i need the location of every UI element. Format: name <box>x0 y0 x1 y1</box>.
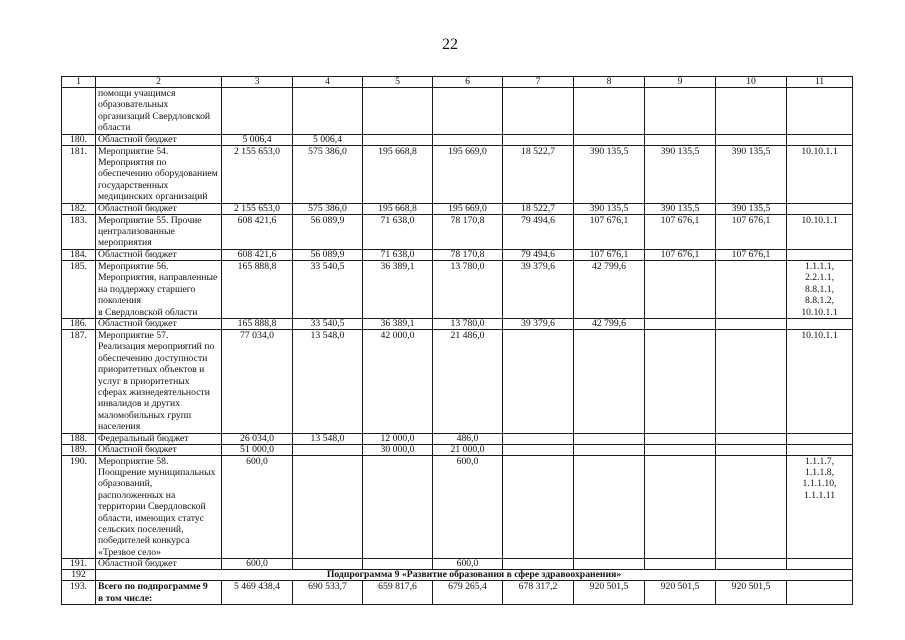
table-row <box>62 318 853 329</box>
target-code-line: 1.1.1.1, <box>804 260 835 272</box>
item-name-line: обеспечению доступности <box>98 352 208 364</box>
amount-cell: 390 135,5 <box>645 203 716 214</box>
item-name-line: на поддержку старшего <box>98 283 196 295</box>
amount-cell <box>503 455 574 559</box>
item-name-line: Мероприятие 58. <box>98 455 169 467</box>
row-number-cell: 182. <box>62 203 96 214</box>
item-name-cell <box>96 559 222 570</box>
amount-cell <box>503 433 574 444</box>
target-codes-cell <box>787 559 853 570</box>
item-name-line: инвалидов и других <box>98 398 181 410</box>
item-name-line: помощи учащимся <box>98 88 176 99</box>
amount-cell <box>574 88 645 135</box>
row-number-cell: 181. <box>62 145 96 203</box>
table-row <box>62 433 853 444</box>
target-codes-cell <box>787 203 853 214</box>
amount-cell: 26 034,0 <box>222 433 293 444</box>
item-name-line: Мероприятие 56. <box>98 260 169 272</box>
item-name-line: Областной бюджет <box>98 248 177 260</box>
amount-cell <box>503 329 574 433</box>
row-number-cell: 190. <box>62 455 96 559</box>
item-name-line: в том числе: <box>98 592 153 604</box>
subprogram-heading-title: Подпрограмма 9 «Развитие образования в сфере здравоохранения» <box>96 570 853 581</box>
amount-cell <box>574 134 645 145</box>
target-code-line: 10.10.1.1 <box>801 306 838 318</box>
amount-cell <box>716 318 787 329</box>
amount-cell: 195 668,8 <box>363 145 433 203</box>
amount-cell: 77 034,0 <box>222 329 293 433</box>
amount-cell: 107 676,1 <box>645 214 716 249</box>
item-name-line: области <box>98 122 131 134</box>
target-code-line: 10.10.1.1 <box>801 329 838 341</box>
amount-cell <box>716 444 787 455</box>
amount-cell <box>716 433 787 444</box>
amount-cell: 36 389,1 <box>363 318 433 329</box>
row-number-cell: 186. <box>62 318 96 329</box>
amount-cell <box>363 134 433 145</box>
item-name-line: поколения <box>98 295 141 307</box>
amount-cell <box>716 260 787 318</box>
row-number-cell: 184. <box>62 249 96 260</box>
amount-cell <box>574 329 645 433</box>
column-number-cell: 3 <box>222 77 293 88</box>
item-name-line: приоритетных объектов и <box>98 364 205 376</box>
item-name-line: Областной бюджет <box>98 558 177 570</box>
amount-cell: 71 638,0 <box>363 249 433 260</box>
item-name-cell <box>96 329 222 433</box>
target-codes-cell <box>787 318 853 329</box>
amount-cell: 30 000,0 <box>363 444 433 455</box>
column-number-cell: 7 <box>503 77 574 88</box>
amount-cell: 107 676,1 <box>716 249 787 260</box>
amount-cell: 71 638,0 <box>363 214 433 249</box>
amount-cell: 56 089,9 <box>293 214 363 249</box>
column-number-cell: 6 <box>433 77 503 88</box>
amount-cell: 690 533,7 <box>293 581 363 605</box>
item-name-line: маломобильных групп <box>98 409 192 421</box>
amount-cell: 107 676,1 <box>574 249 645 260</box>
amount-cell: 18 522,7 <box>503 203 574 214</box>
row-number-cell: 183. <box>62 214 96 249</box>
table-row <box>62 260 853 318</box>
item-name-line: мероприятия <box>98 237 152 249</box>
amount-cell <box>574 455 645 559</box>
amount-cell: 5 469 438,4 <box>222 581 293 605</box>
row-number-cell: 187. <box>62 329 96 433</box>
amount-cell: 575 386,0 <box>293 203 363 214</box>
amount-cell: 5 006,4 <box>222 134 293 145</box>
row-number-cell: 189. <box>62 444 96 455</box>
amount-cell: 679 265,4 <box>433 581 503 605</box>
amount-cell: 600,0 <box>433 455 503 559</box>
amount-cell <box>645 134 716 145</box>
target-codes-cell <box>787 214 853 249</box>
target-codes-cell <box>787 134 853 145</box>
item-name-line: сферах жизнедеятельности <box>98 386 210 398</box>
subprogram-total-row <box>62 581 853 605</box>
amount-cell <box>503 559 574 570</box>
amount-cell <box>716 329 787 433</box>
amount-cell <box>503 444 574 455</box>
amount-cell: 659 817,6 <box>363 581 433 605</box>
amount-cell <box>293 88 363 135</box>
target-codes-cell <box>787 88 853 135</box>
item-name-cell <box>96 260 222 318</box>
table-row <box>62 88 853 135</box>
amount-cell <box>363 559 433 570</box>
amount-cell: 42 799,6 <box>574 318 645 329</box>
target-codes-cell <box>787 581 853 605</box>
table-row <box>62 203 853 214</box>
item-name-line: организаций Свердловской <box>98 110 211 122</box>
item-name-line: Мероприятия, направленные <box>98 272 218 284</box>
target-code-line: 8.8.1.1, <box>804 283 835 295</box>
column-number-cell: 11 <box>787 77 853 88</box>
amount-cell: 13 548,0 <box>293 433 363 444</box>
table-row <box>62 559 853 570</box>
amount-cell <box>222 88 293 135</box>
item-name-line: области, имеющих статус <box>98 512 204 524</box>
table-row <box>62 455 853 559</box>
amount-cell <box>645 260 716 318</box>
item-name-cell <box>96 581 222 605</box>
budget-table <box>61 76 853 605</box>
amount-cell: 107 676,1 <box>574 214 645 249</box>
target-code-line: 1.1.1.7, <box>804 455 835 467</box>
item-name-line: Всего по подпрограмме 9 <box>98 581 208 593</box>
amount-cell: 678 317,2 <box>503 581 574 605</box>
amount-cell: 56 089,9 <box>293 249 363 260</box>
target-codes-cell <box>787 433 853 444</box>
amount-cell <box>363 88 433 135</box>
column-number-cell: 4 <box>293 77 363 88</box>
item-name-line: расположенных на <box>98 489 176 501</box>
item-name-cell <box>96 134 222 145</box>
item-name-cell <box>96 214 222 249</box>
table-row <box>62 134 853 145</box>
amount-cell <box>645 329 716 433</box>
amount-cell <box>293 455 363 559</box>
table-row <box>62 249 853 260</box>
amount-cell: 608 421,6 <box>222 214 293 249</box>
amount-cell <box>574 433 645 444</box>
row-number-cell: 185. <box>62 260 96 318</box>
item-name-line: победителей конкурса <box>98 535 190 547</box>
amount-cell: 51 000,0 <box>222 444 293 455</box>
item-name-cell <box>96 203 222 214</box>
amount-cell <box>293 444 363 455</box>
page-number: 22 <box>442 36 458 53</box>
amount-cell <box>716 88 787 135</box>
amount-cell: 42 000,0 <box>363 329 433 433</box>
amount-cell <box>574 444 645 455</box>
column-number-cell: 5 <box>363 77 433 88</box>
amount-cell: 608 421,6 <box>222 249 293 260</box>
target-codes-cell <box>787 145 853 203</box>
item-name-line: Мероприятия по <box>98 157 167 169</box>
item-name-line: в Свердловской области <box>98 306 198 318</box>
row-number-cell: 192 <box>62 570 96 581</box>
amount-cell: 36 389,1 <box>363 260 433 318</box>
subprogram-heading-row <box>62 570 853 581</box>
amount-cell: 13 548,0 <box>293 329 363 433</box>
amount-cell <box>645 318 716 329</box>
amount-cell: 195 669,0 <box>433 203 503 214</box>
target-code-line: 1.1.1.8, <box>804 466 835 478</box>
item-name-line: Мероприятие 55. Прочие <box>98 214 202 226</box>
amount-cell <box>574 559 645 570</box>
item-name-line: образовательных <box>98 99 169 111</box>
amount-cell: 165 888,8 <box>222 260 293 318</box>
column-number-cell: 10 <box>716 77 787 88</box>
amount-cell <box>716 455 787 559</box>
item-name-cell <box>96 455 222 559</box>
amount-cell: 390 135,5 <box>574 145 645 203</box>
amount-cell: 78 170,8 <box>433 214 503 249</box>
amount-cell: 107 676,1 <box>645 249 716 260</box>
item-name-line: Областной бюджет <box>98 443 177 455</box>
amount-cell: 600,0 <box>433 559 503 570</box>
table-body <box>62 88 853 605</box>
amount-cell: 33 540,5 <box>293 318 363 329</box>
table-row <box>62 145 853 203</box>
amount-cell: 195 668,8 <box>363 203 433 214</box>
column-number-cell: 9 <box>645 77 716 88</box>
amount-cell <box>433 134 503 145</box>
item-name-line: Областной бюджет <box>98 202 177 214</box>
target-code-line: 8.8.1.2, <box>804 295 835 307</box>
amount-cell <box>433 88 503 135</box>
item-name-line: Федеральный бюджет <box>98 432 189 444</box>
item-name-line: обеспечению оборудованием <box>98 168 218 180</box>
amount-cell: 600,0 <box>222 559 293 570</box>
item-name-cell <box>96 249 222 260</box>
amount-cell: 390 135,5 <box>716 145 787 203</box>
amount-cell <box>645 559 716 570</box>
item-name-cell <box>96 145 222 203</box>
target-codes-cell <box>787 260 853 318</box>
amount-cell: 2 155 653,0 <box>222 145 293 203</box>
amount-cell: 2 155 653,0 <box>222 203 293 214</box>
table-row <box>62 329 853 433</box>
item-name-line: Областной бюджет <box>98 133 177 145</box>
amount-cell: 78 170,8 <box>433 249 503 260</box>
item-name-line: Мероприятие 54. <box>98 145 169 157</box>
column-number-cell: 2 <box>96 77 222 88</box>
amount-cell: 33 540,5 <box>293 260 363 318</box>
column-number-cell: 1 <box>62 77 96 88</box>
amount-cell <box>293 559 363 570</box>
amount-cell: 21 000,0 <box>433 444 503 455</box>
target-codes-cell <box>787 455 853 559</box>
amount-cell: 13 780,0 <box>433 318 503 329</box>
item-name-cell <box>96 318 222 329</box>
amount-cell: 39 379,6 <box>503 260 574 318</box>
table-row <box>62 444 853 455</box>
item-name-line: медицинских организаций <box>98 191 208 203</box>
amount-cell <box>503 134 574 145</box>
amount-cell: 920 501,5 <box>716 581 787 605</box>
target-code-line: 2.2.1.1, <box>804 272 835 284</box>
amount-cell: 21 486,0 <box>433 329 503 433</box>
amount-cell: 195 669,0 <box>433 145 503 203</box>
amount-cell <box>716 559 787 570</box>
item-name-line: территории Свердловской <box>98 501 206 513</box>
item-name-line: образований, <box>98 478 153 490</box>
table-row <box>62 214 853 249</box>
amount-cell: 575 386,0 <box>293 145 363 203</box>
amount-cell: 13 780,0 <box>433 260 503 318</box>
amount-cell: 79 494,6 <box>503 249 574 260</box>
column-number-cell: 8 <box>574 77 645 88</box>
item-name-line: услуг в приоритетных <box>98 375 190 387</box>
amount-cell: 42 799,6 <box>574 260 645 318</box>
amount-cell <box>716 134 787 145</box>
amount-cell: 486,0 <box>433 433 503 444</box>
target-code-line: 10.10.1.1 <box>801 145 838 157</box>
column-number-row <box>62 77 853 88</box>
amount-cell: 165 888,8 <box>222 318 293 329</box>
item-name-line: Поощрение муниципальных <box>98 466 216 478</box>
item-name-line: Областной бюджет <box>98 317 177 329</box>
item-name-line: государственных <box>98 179 169 191</box>
item-name-line: централизованные <box>98 226 175 238</box>
amount-cell: 390 135,5 <box>645 145 716 203</box>
amount-cell <box>363 455 433 559</box>
item-name-line: Реализация мероприятий по <box>98 341 215 353</box>
item-name-line: сельских поселений, <box>98 524 184 535</box>
row-number-cell: 180. <box>62 134 96 145</box>
amount-cell: 920 501,5 <box>645 581 716 605</box>
item-name-cell <box>96 88 222 135</box>
amount-cell: 5 006,4 <box>293 134 363 145</box>
item-name-line: Мероприятие 57. <box>98 329 169 341</box>
amount-cell: 107 676,1 <box>716 214 787 249</box>
target-code-line: 10.10.1.1 <box>801 214 838 226</box>
amount-cell: 12 000,0 <box>363 433 433 444</box>
item-name-line: населения <box>98 421 141 433</box>
amount-cell <box>645 444 716 455</box>
amount-cell <box>645 433 716 444</box>
item-name-line: «Трезвое село» <box>98 546 161 558</box>
amount-cell: 390 135,5 <box>716 203 787 214</box>
amount-cell: 18 522,7 <box>503 145 574 203</box>
target-codes-cell <box>787 249 853 260</box>
amount-cell: 920 501,5 <box>574 581 645 605</box>
amount-cell: 79 494,6 <box>503 214 574 249</box>
target-code-line: 1.1.1.11 <box>803 489 836 501</box>
item-name-cell <box>96 433 222 444</box>
row-number-cell: 193. <box>62 581 96 605</box>
row-number-cell: 191. <box>62 559 96 570</box>
amount-cell: 600,0 <box>222 455 293 559</box>
target-codes-cell <box>787 329 853 433</box>
amount-cell <box>503 88 574 135</box>
target-code-line: 1.1.1.10, <box>802 478 837 490</box>
amount-cell: 39 379,6 <box>503 318 574 329</box>
amount-cell <box>645 455 716 559</box>
amount-cell: 390 135,5 <box>574 203 645 214</box>
row-number-cell <box>62 88 96 135</box>
target-codes-cell <box>787 444 853 455</box>
item-name-cell <box>96 444 222 455</box>
amount-cell <box>645 88 716 135</box>
row-number-cell: 188. <box>62 433 96 444</box>
